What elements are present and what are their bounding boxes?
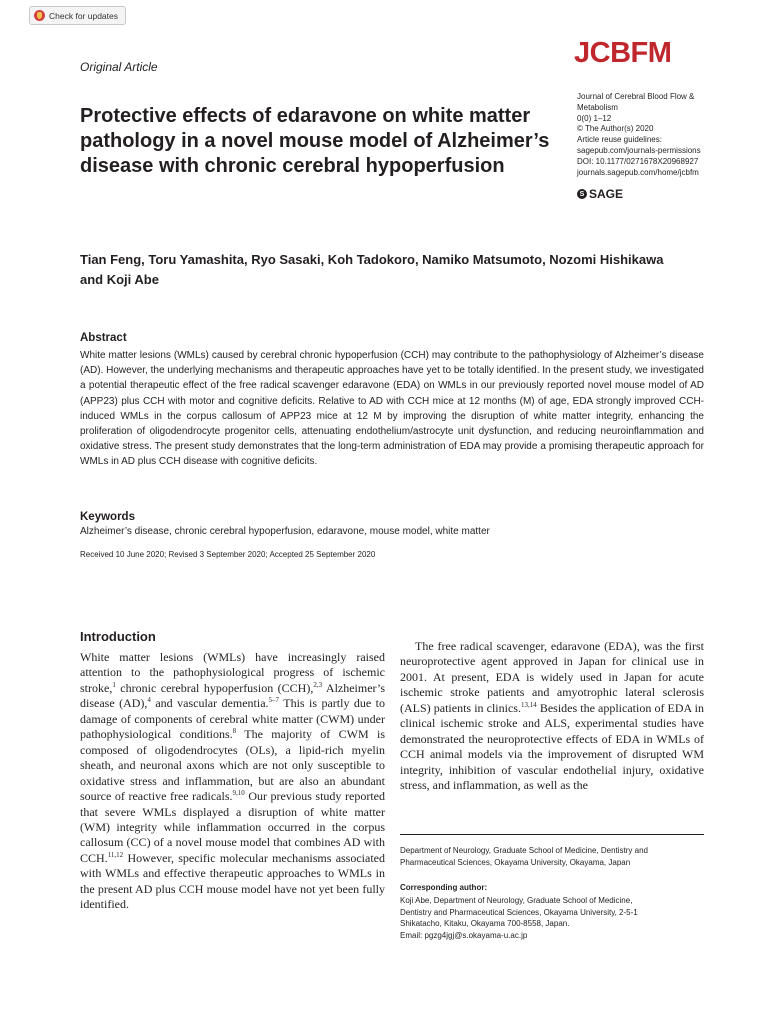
citation-ref[interactable]: 5–7: [268, 696, 280, 705]
corresponding-author-heading: Corresponding author:: [400, 883, 488, 892]
citation-ref[interactable]: 2,3: [313, 680, 323, 689]
check-for-updates-button[interactable]: [29, 6, 126, 25]
journal-meta-line: Journal of Cerebral Blood Flow &: [577, 92, 695, 101]
publisher-logo: [577, 187, 623, 201]
journal-logo: JCBFM: [574, 37, 672, 69]
author-list: Tian Feng, Toru Yamashita, Ryo Sasaki, Koh Tadokoro, Namiko Matsumoto, Nozomi Hishikawa and Koji Abe: [80, 252, 664, 287]
keywords-heading: Keywords: [80, 511, 135, 523]
paper-title: Protective effects of edaravone on white matter pathology in a novel mouse model of Alzheimer’s disease with chronic cerebral hypoperfusion: [80, 105, 550, 177]
journal-meta-line[interactable]: sagepub.com/journals-permissions: [577, 145, 701, 155]
abstract-heading: Abstract: [80, 332, 127, 344]
corresponding-email[interactable]: Email: pgzg4jgj@s.okayama-u.ac.jp: [400, 930, 528, 940]
keywords-text: Alzheimer’s disease, chronic cerebral hypoperfusion, edaravone, mouse model, white matter: [80, 526, 490, 537]
citation-ref[interactable]: 4: [147, 696, 151, 705]
publisher-name: SAGE: [589, 187, 624, 201]
citation-ref[interactable]: 1: [112, 680, 116, 689]
introduction-column-1: White matter lesions (WMLs) have increasingly raised attention to the pathophysiological progress of ischemic stroke,$^1$ chronic cerebral hypoperfusion (CCH),$^{2,3}$ Alzheimer’s disease (AD),$^4$ and vascular dementia.$^{5-7}$ This is partly due to damage of components of cerebral white matter (CWM) under pathophysiological conditions.$^8$ The majority of CWM is composed of oligodendrocytes (OLs), a lipid-rich myelin sheath, and neuronal axons which are not only susceptible to oxidative stress and inflammation, but are also an abundant source of reactive free radicals.$^{9,10}$ Our previous study reported that severe WMLs displayed a disruption of white matter (WM) integrity while inflammation occurred in the corpus callosum (CC) of a novel mouse model that combines AD with CCH.$^{11,12}$ However, specific molecular mechanisms associated with WMLs and effective therapeutic approaches to WMLs in the present AD plus CCH mouse model have not yet been fully identified.: [80, 650, 385, 912]
check-updates-icon: [34, 10, 45, 21]
affiliation: Department of Neurology, Graduate School of Medicine, Dentistry and Pharmaceutical Sciences, Okayama University, Okayama, Japan: [400, 846, 648, 867]
journal-meta-line: © The Author(s) 2020: [577, 124, 654, 134]
check-for-updates-label: Check for updates: [49, 10, 118, 21]
journal-meta-line: 0(0) 1–12: [577, 113, 612, 123]
article-type: Original Article: [80, 60, 158, 74]
journal-url-line[interactable]: journals.sagepub.com/home/jcbfm: [577, 167, 699, 177]
sage-icon: S: [577, 189, 587, 199]
citation-ref[interactable]: 11,12: [107, 850, 124, 859]
citation-ref[interactable]: 13,14: [520, 700, 537, 709]
corresponding-line: Shikatacho, Kitaku, Okayama 700-8558, Japan.: [400, 919, 570, 928]
introduction-heading: Introduction: [80, 629, 156, 644]
journal-meta-line: Metabolism: [577, 102, 618, 112]
journal-meta: [577, 92, 712, 178]
journal-meta-line: Article reuse guidelines:: [577, 135, 662, 145]
citation-ref[interactable]: 9,10: [232, 789, 245, 798]
corresponding-author-details: [400, 895, 705, 941]
citation-ref[interactable]: 8: [232, 727, 237, 736]
abstract-text: White matter lesions (WMLs) caused by cerebral chronic hypoperfusion (CCH) may contribute to the pathophysiology of Alzheimer’s disease (AD). However, the underlying mechanisms and therapeutic approaches have yet to be totally identified. In the present study, we investigated a potential therapeutic effect of the free radical scavenger edaravone (EDA) on WMLs in our previously reported novel mouse model of AD (APP23) plus CCH with motor and cognitive deficits. Relative to AD with CCH mice at 12 months (M) of age, EDA strongly improved CCH-induced WMLs in the corpus callosum of APP23 mice at 12 M by improving the disruption of white matter integrity, enhancing the proliferation of oligodendrocyte progenitor cells, attenuating endothelium/astrocyte unit dysfunction, and reducing neuroinflammation and oxidative stress. The present study demonstrates that the long-term administration of EDA may provide a promising therapeutic approach for WMLs in AD plus CCH disease with cognitive deficits.: [80, 350, 704, 468]
corresponding-line: Dentistry and Pharmaceutical Sciences, Okayama University, 2-5-1: [400, 907, 638, 917]
corresponding-line: Koji Abe, Department of Neurology, Graduate School of Medicine,: [400, 896, 633, 905]
footnote-divider: [400, 834, 704, 835]
introduction-column-2: The free radical scavenger, edaravone (EDA), was the first neuroprotective agent approved in Japan for clinical use in 2001. At present, EDA is widely used in Japan for acute ischemic stroke patients and amyotrophic lateral sclerosis (ALS) patients in clinics.$^{13,14}$ Besides the application of EDA in clinical ischemic stroke and ALS, experimental studies have demonstrated the neuroprotective effects of EDA in WMLs of CCH animal models via the improvement of disrupted WM integrity, inhibition of vascular endothelial injury, oxidative stress, and inflammation, as well as the: [400, 639, 704, 793]
received-dates: Received 10 June 2020; Revised 3 September 2020; Accepted 25 September 2020: [80, 550, 376, 559]
doi-line[interactable]: DOI: 10.1177/0271678X20968927: [577, 156, 699, 166]
